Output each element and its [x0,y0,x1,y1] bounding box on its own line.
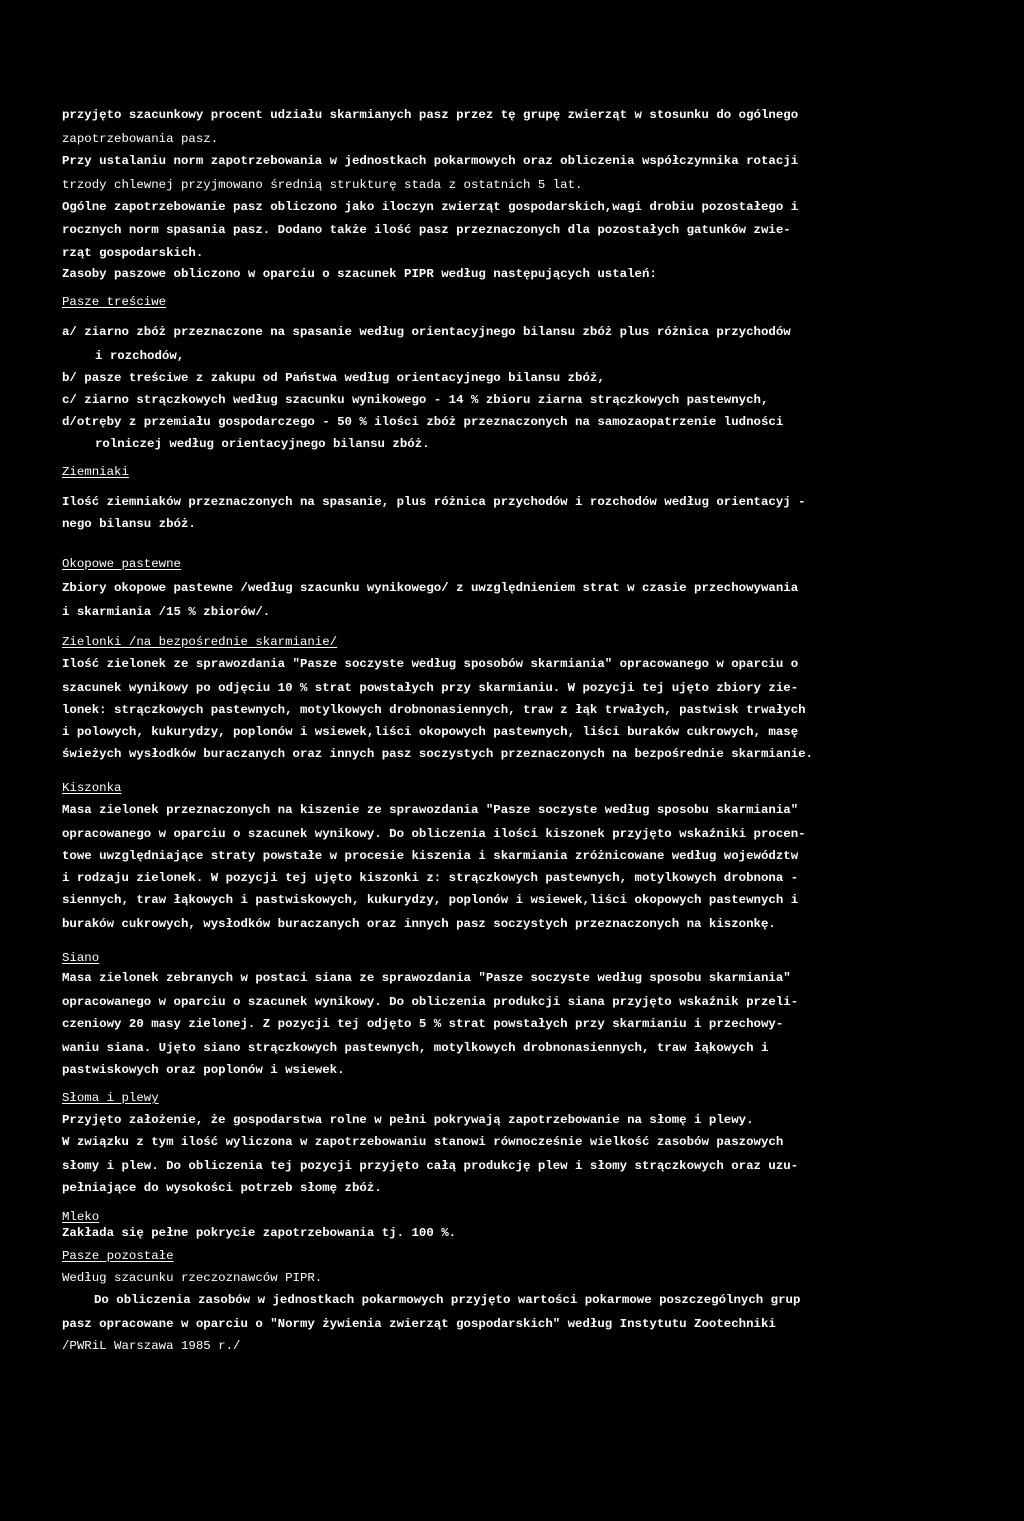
paragraph-line: pełniające do wysokości potrzeb słomę zbóż. [62,1181,382,1195]
paragraph-line: i polowych, kukurydzy, poplonów i wsiewek,liści okopowych pastewnych, liści buraków cukrowych, masę [62,725,799,739]
paragraph-line: świeżych wysłodków buraczanych oraz innych pasz soczystych przeznaczonych na bezpośrednie skarmianie. [62,747,813,761]
list-item: i rozchodów, [95,349,185,363]
paragraph-line: towe uwzględniające straty powstałe w procesie kiszenia i skarmiania zróżnicowane według województw [62,849,799,863]
intro-line: Przy ustalaniu norm zapotrzebowania w jednostkach pokarmowych oraz obliczenia współczynnika rotacji [62,154,799,168]
paragraph-line: waniu siana. Ujęto siano strączkowych pastewnych, motylkowych drobnonasiennych, traw łąkowych i [62,1041,769,1055]
section-heading-pasze-pozostale: Pasze pozostałe [62,1249,174,1263]
paragraph-line: Według szacunku rzeczoznawców PIPR. [62,1271,323,1285]
list-item: rolniczej według orientacyjnego bilansu zbóż. [95,437,430,451]
intro-line: przyjęto szacunkowy procent udziału skarmianych pasz przez tę grupę zwierząt w stosunku do ogólnego [62,108,799,122]
intro-line: zapotrzebowania pasz. [62,132,219,146]
paragraph-line: opracowanego w oparciu o szacunek wynikowy. Do obliczenia produkcji siana przyjęto wskaźnik przeli- [62,995,799,1009]
paragraph-line: opracowanego w oparciu o szacunek wynikowy. Do obliczenia ilości kiszonek przyjęto wskaźniki procen- [62,827,806,841]
paragraph-line: /PWRiL Warszawa 1985 r./ [62,1339,241,1353]
paragraph-line: i rodzaju zielonek. W pozycji tej ujęto kiszonki z: strączkowych pastewnych, motylkowych drobnona - [62,871,799,885]
paragraph-line: Do obliczenia zasobów w jednostkach pokarmowych przyjęto wartości pokarmowe poszczególnych grup [94,1293,801,1307]
paragraph-line: pasz opracowane w oparciu o "Normy żywienia zwierząt gospodarskich" według Instytutu Zootechniki [62,1317,776,1331]
paragraph-line: buraków cukrowych, wysłodków buraczanych oraz innych pasz soczystych przeznaczonych na kiszonkę. [62,917,776,931]
list-item: a/ ziarno zbóż przeznaczone na spasanie według orientacyjnego bilansu zbóż plus różnica przychodów [62,325,791,339]
paragraph-line: Przyjęto założenie, że gospodarstwa rolne w pełni pokrywają zapotrzebowanie na słomę i plewy. [62,1113,754,1127]
intro-line: rocznych norm spasania pasz. Dodano także ilość pasz przeznaczonych dla pozostałych gatunków zwie- [62,223,791,237]
paragraph-line: pastwiskowych oraz poplonów i wsiewek. [62,1063,345,1077]
paragraph-line: Masa zielonek przeznaczonych na kiszenie ze sprawozdania "Pasze soczyste według sposobu skarmiania" [62,803,799,817]
section-heading-siano: Siano [62,951,100,965]
section-heading-okopowe-pastewne: Okopowe pastewne [62,557,181,571]
paragraph-line: Masa zielonek zebranych w postaci siana ze sprawozdania "Pasze soczyste według sposobu skarmiania" [62,971,791,985]
section-heading-zielonki: Zielonki /na bezpośrednie skarmianie/ [62,635,338,649]
paragraph-line: szacunek wynikowy po odjęciu 10 % strat powstałych przy skarmianiu. W pozycji tej ujęto zbiory zie- [62,681,799,695]
paragraph-line: lonek: strączkowych pastewnych, motylkowych drobnonasiennych, traw z łąk trwałych, pastwisk trwałych [62,703,806,717]
section-heading-kiszonka: Kiszonka [62,781,122,795]
section-heading-pasze-tresciwe: Pasze treściwe [62,295,167,309]
intro-line: rząt gospodarskich. [62,246,204,260]
list-item: c/ ziarno strączkowych według szacunku wynikowego - 14 % zbioru ziarna strączkowych pastewnych, [62,393,769,407]
paragraph-line: W związku z tym ilość wyliczona w zapotrzebowaniu stanowi równocześnie wielkość zasobów paszowych [62,1135,784,1149]
intro-line: Zasoby paszowe obliczono w oparciu o szacunek PIPR według następujących ustaleń: [62,267,657,281]
paragraph-line: Ilość ziemniaków przeznaczonych na spasanie, plus różnica przychodów i rozchodów według orientacyj - [62,495,806,509]
list-item: b/ pasze treściwe z zakupu od Państwa według orientacyjnego bilansu zbóż, [62,371,605,385]
paragraph-line: siennych, traw łąkowych i pastwiskowych, kukurydzy, poplonów i wsiewek,liści okopowych pastewnych i [62,893,799,907]
paragraph-line: słomy i plew. Do obliczenia tej pozycji przyjęto całą produkcję plew i słomy strączkowych oraz uzu- [62,1159,799,1173]
paragraph-line: i skarmiania /15 % zbiorów/. [62,605,271,619]
intro-line: trzody chlewnej przyjmowano średnią strukturę stada z ostatnich 5 lat. [62,178,583,192]
paragraph-line: Ilość zielonek ze sprawozdania "Pasze soczyste według sposobów skarmiania" opracowanego w oparciu o [62,657,799,671]
list-item: d/otręby z przemiału gospodarczego - 50 % ilości zbóż przeznaczonych na samozaopatrzenie ludności [62,415,784,429]
paragraph-line: czeniowy 20 masy zielonej. Z pozycji tej odjęto 5 % strat powstałych przy skarmianiu i przechowy- [62,1017,784,1031]
paragraph-line: nego bilansu zbóż. [62,517,196,531]
intro-line: Ogólne zapotrzebowanie pasz obliczono jako iloczyn zwierząt gospodarskich,wagi drobiu pozostałego i [62,200,799,214]
paragraph-line: Zakłada się pełne pokrycie zapotrzebowania tj. 100 %. [62,1226,457,1240]
section-heading-ziemniaki: Ziemniaki [62,465,129,479]
paragraph-line: Zbiory okopowe pastewne /według szacunku wynikowego/ z uwzględnieniem strat w czasie przechowywania [62,581,799,595]
section-heading-sloma-i-plewy: Słoma i plewy [62,1091,159,1105]
section-heading-mleko: Mleko [62,1210,100,1224]
